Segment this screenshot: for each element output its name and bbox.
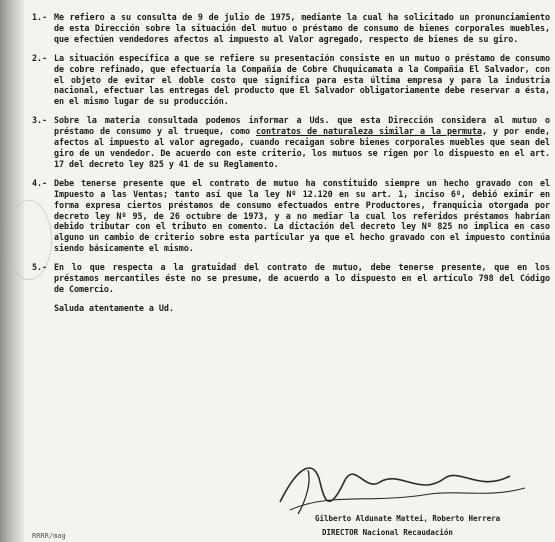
paragraph-number: 5.- bbox=[32, 262, 47, 273]
underlined-phrase: contratos de naturaleza similar a la permuta bbox=[256, 126, 482, 137]
paragraph-4 bbox=[32, 178, 550, 254]
paragraph-text-before: Sobre la materia consultada podemos informar a Uds. que esta Dirección considera al mutuo o préstamo de consumo y al trueque, como bbox=[54, 115, 550, 137]
paragraph-2 bbox=[32, 53, 550, 108]
paragraph-number: 2.- bbox=[32, 52, 47, 63]
paragraph-text: Debe tenerse presente que el contrato de mutuo ha constituido siempre un hecho gravado con el Impuesto a las Ventas; tanto así que la ley Nº 12.120 en su art. 1, inciso 6º, debió eximir en forma expresa ciertos préstamos de consumo efectuados entre Productores, franquicia otorgada por decreto ley Nº 95, de 26 octubre de 1973, y a no mediar la cual los referidos préstamos habrían debido tributar con el tributo en comento. La dictación del decreto ley Nº 825 no implica en caso alguno un cambio de criterio sobre esta particular ya que el hecho gravado con el impuesto continúa siendo básicamente el mismo. bbox=[54, 177, 550, 254]
paragraph-text-after: , y por ende, afectos al impuesto al valor agregado, cuando recaigan sobre bienes corporales muebles que sean del giro de un vendedor. De acuerdo con este criterio, los mutuos se rigen por lo dispuesto en el art. 17 del decreto ley 825 y 41 de su Reglamento. bbox=[54, 126, 551, 169]
paragraph-number: 4.- bbox=[32, 177, 47, 188]
paragraph-1 bbox=[32, 12, 550, 45]
paragraph-text bbox=[54, 115, 550, 170]
signatory-name: Gilberto Aldunate Mattei, Roberto Herrera bbox=[315, 514, 501, 523]
paragraph-text: En lo que respecta a la gratuidad del contrato de mutuo, debe tenerse presente, que en los préstamos mercantiles éste no se presume, de acuerdo a lo dispuesto en el artículo 798 del Código de Comercio. bbox=[54, 262, 550, 294]
paragraph-5 bbox=[32, 262, 550, 295]
paragraph-text: La situación específica a que se refiere su presentación consiste en un mutuo o préstamo de consumo de cobre refinado, que efectuaría la Compañía de Cobre Chuquicamata a la Compañía El Salvador, con el objeto de evitar el doble costo que significa para esta última empresa y para la industria nacional, efectuar las entregas del producto que El Salvador obligatoriamente debe reservar a ésta, en el mismo lugar de su producción. bbox=[54, 52, 550, 107]
paragraph-3 bbox=[32, 115, 550, 170]
letter-body bbox=[32, 12, 550, 314]
signature-block bbox=[260, 452, 550, 542]
paragraph-number: 1.- bbox=[32, 12, 47, 22]
paragraph-text: Me refiero a su consulta de 9 de julio de 1975, mediante la cual ha solicitado un pronunciamiento de esta Dirección sobre la situación del mutuo o préstamo de consumo de bienes corporales muebles, que efectúen vendedores afectos al impuesto al Valor agregado, respecto de bienes de su giro. bbox=[54, 12, 550, 44]
closing-salutation: Saluda atentamente a Ud. bbox=[54, 302, 174, 313]
handwritten-signature bbox=[260, 452, 550, 522]
paragraph-number: 3.- bbox=[32, 115, 47, 126]
reference-initials: RRRR/mag bbox=[32, 532, 66, 540]
signatory-title: DIRECTOR Nacional Recaudación bbox=[322, 528, 453, 537]
